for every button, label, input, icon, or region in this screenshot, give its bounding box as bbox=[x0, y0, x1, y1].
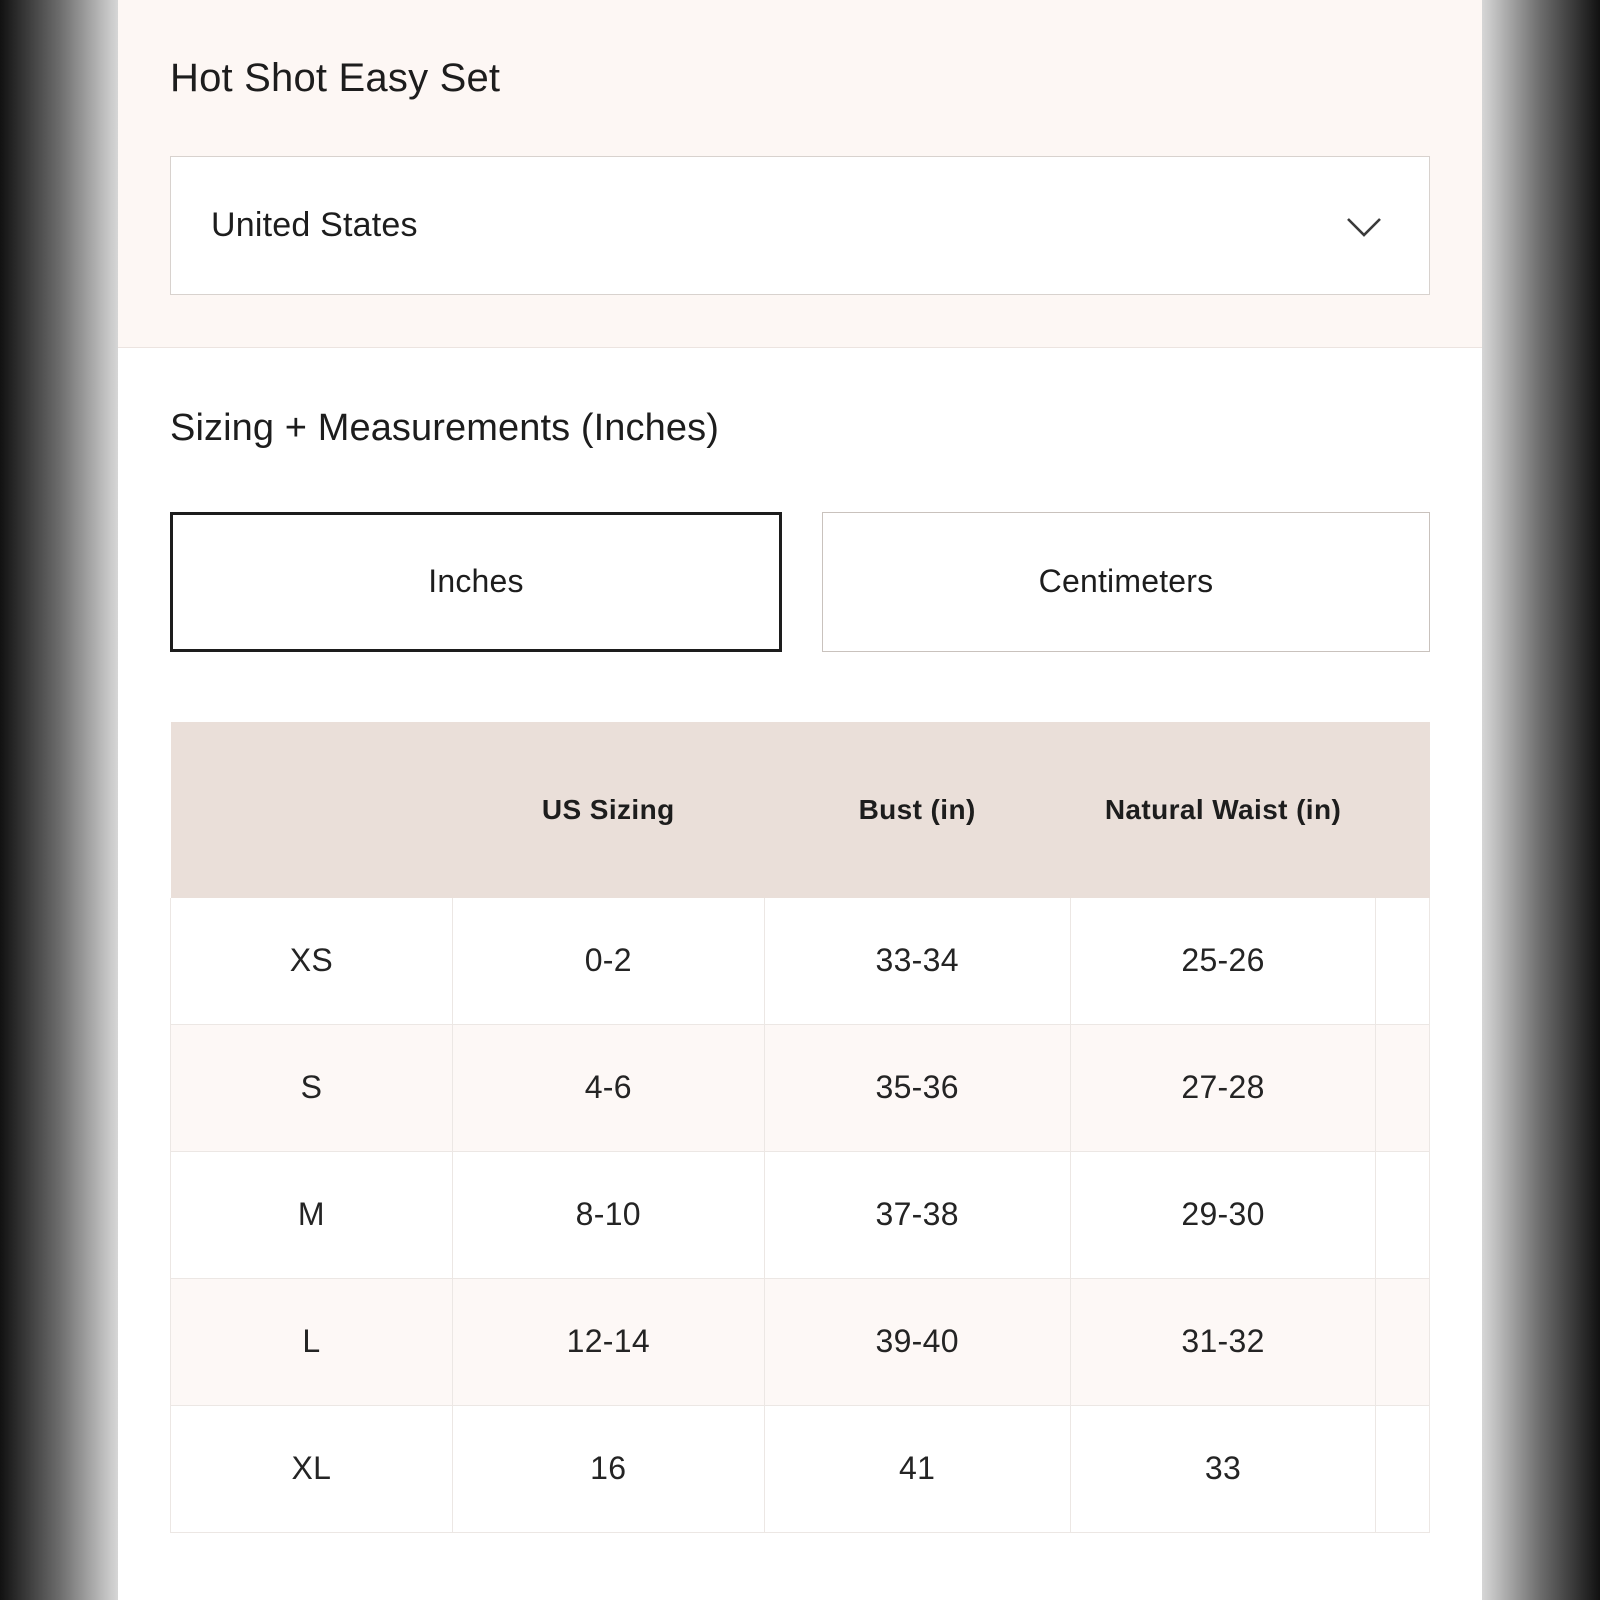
column-header-size bbox=[171, 722, 453, 898]
country-select-value: United States bbox=[211, 206, 418, 244]
column-header-us-sizing: US Sizing bbox=[452, 722, 764, 898]
page-title: Hot Shot Easy Set bbox=[170, 56, 501, 100]
cell-us: 4-6 bbox=[452, 1024, 764, 1151]
cell-us: 8-10 bbox=[452, 1151, 764, 1278]
unit-toggle-group bbox=[170, 512, 1430, 652]
table-header bbox=[171, 722, 1430, 898]
unit-toggle-centimeters[interactable]: Centimeters bbox=[822, 512, 1430, 652]
size-chart-table bbox=[170, 722, 1430, 1533]
cell-overflow bbox=[1376, 1278, 1430, 1405]
cell-size: M bbox=[171, 1151, 453, 1278]
cell-overflow bbox=[1376, 898, 1430, 1025]
cell-waist: 29-30 bbox=[1070, 1151, 1376, 1278]
table-header-row bbox=[171, 722, 1430, 898]
column-header-natural-waist: Natural Waist (in) bbox=[1070, 722, 1376, 898]
cell-size: L bbox=[171, 1278, 453, 1405]
table-row bbox=[171, 1278, 1430, 1405]
size-guide-header bbox=[118, 0, 1482, 348]
table-row bbox=[171, 1024, 1430, 1151]
cell-size: XL bbox=[171, 1405, 453, 1532]
cell-size: S bbox=[171, 1024, 453, 1151]
table-row bbox=[171, 898, 1430, 1025]
country-select[interactable] bbox=[170, 156, 1430, 295]
table-body bbox=[171, 898, 1430, 1533]
cell-us: 12-14 bbox=[452, 1278, 764, 1405]
cell-waist: 33 bbox=[1070, 1405, 1376, 1532]
chevron-down-icon bbox=[1341, 203, 1387, 249]
cell-bust: 41 bbox=[764, 1405, 1070, 1532]
cell-waist: 25-26 bbox=[1070, 898, 1376, 1025]
cell-us: 16 bbox=[452, 1405, 764, 1532]
cell-bust: 33-34 bbox=[764, 898, 1070, 1025]
cell-overflow bbox=[1376, 1151, 1430, 1278]
cell-overflow bbox=[1376, 1024, 1430, 1151]
cell-us: 0-2 bbox=[452, 898, 764, 1025]
table-row bbox=[171, 1151, 1430, 1278]
cell-overflow bbox=[1376, 1405, 1430, 1532]
cell-waist: 27-28 bbox=[1070, 1024, 1376, 1151]
column-header-bust: Bust (in) bbox=[764, 722, 1070, 898]
size-guide-panel bbox=[118, 0, 1482, 1600]
cell-size: XS bbox=[171, 898, 453, 1025]
measurements-section bbox=[118, 348, 1482, 1533]
unit-toggle-inches[interactable]: Inches bbox=[170, 512, 782, 652]
table-row bbox=[171, 1405, 1430, 1532]
cell-bust: 37-38 bbox=[764, 1151, 1070, 1278]
cell-bust: 39-40 bbox=[764, 1278, 1070, 1405]
cell-bust: 35-36 bbox=[764, 1024, 1070, 1151]
column-header-overflow bbox=[1376, 722, 1430, 898]
cell-waist: 31-32 bbox=[1070, 1278, 1376, 1405]
section-title: Sizing + Measurements (Inches) bbox=[170, 407, 719, 449]
